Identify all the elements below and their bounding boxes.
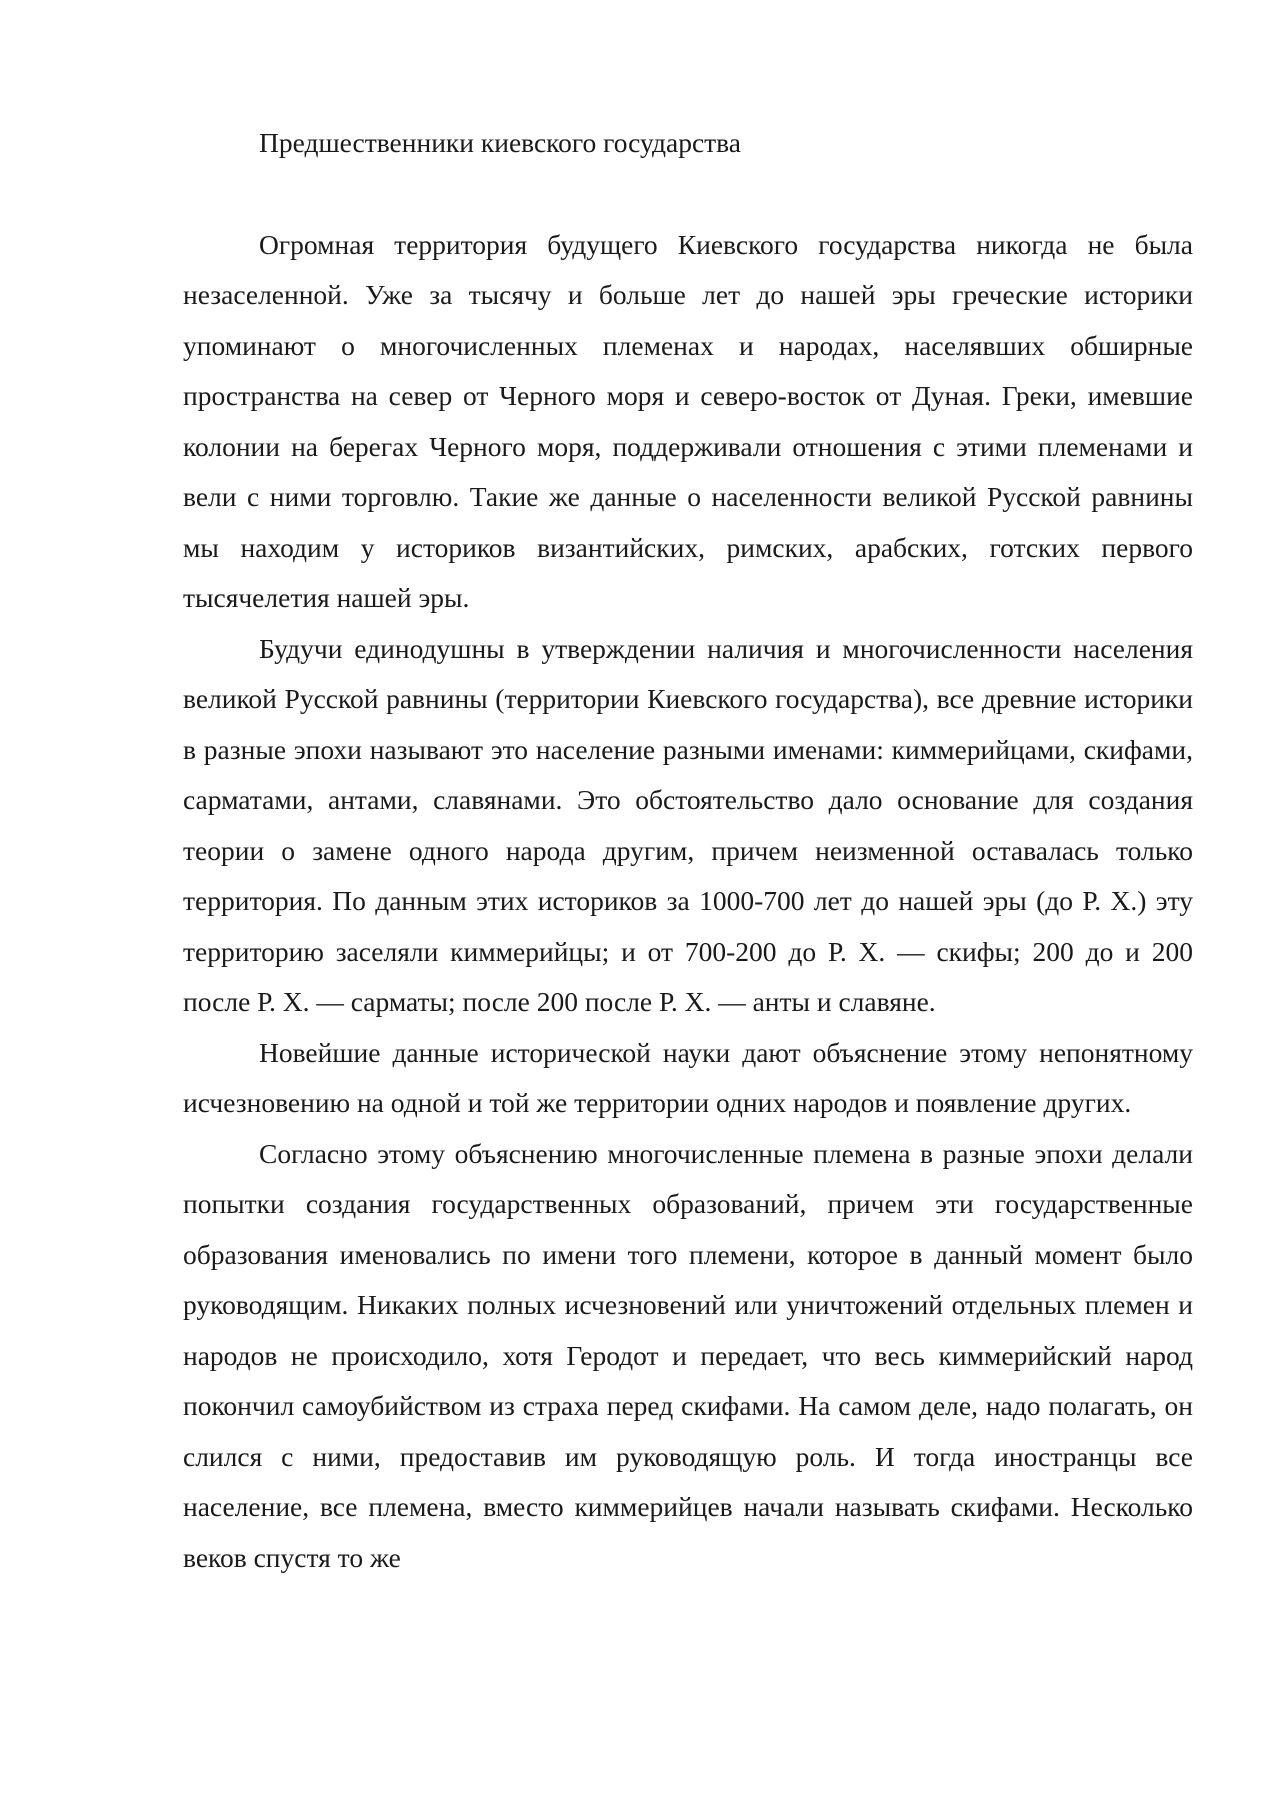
document-title: Предшественники киевского государства xyxy=(259,127,742,158)
paragraph-4: Согласно этому объяснению многочисленные племена в разные эпохи делали попытки создания государственных образований, причем эти государственные образования именовались по имени того племени, которое в данный момент было руководящим. Никаких полных исчезновений или уничтожений отдельных племен и народов не происходило, хотя Геродот и передает, что весь киммерийский народ покончил самоубийством из страха перед скифами. На самом деле, надо полагать, он слился с ними, предоставив им руководящую роль. И тогда иностранцы все население, все племена, вместо киммерийцев начали называть скифами. Несколько веков спустя то же xyxy=(183,1137,1193,1573)
paragraph-2: Будучи единодушны в утверждении наличия и многочисленности населения великой Русской равнины (территории Киевского государства), все древние историки в разные эпохи называют это население разными именами: киммерийцами, скифами, сарматами, антами, славянами. Это обстоятельство дало основание для создания теории о замене одного народа другим, причем неизменной оставалась только территория. По данным этих историков за 1000-700 лет до нашей эры (до Р. Х.) эту территорию заселяли киммерийцы; и от 700-200 до Р. Х. — скифы; 200 до и 200 после Р. Х. — сарматы; после 200 после Р. Х. — анты и славяне. xyxy=(183,632,1193,1017)
paragraph-3: Новейшие данные исторической науки дают объяснение этому непонятному исчезновению на одной и той же территории одних народов и появление других. xyxy=(183,1036,1193,1118)
document-body xyxy=(183,118,1193,1583)
paragraph-1: Огромная территория будущего Киевского государства никогда не была незаселенной. Уже за тысячу и больше лет до нашей эры греческие историки упоминают о многочисленных племенах и народах, населявших обширные пространства на север от Черного моря и северо-восток от Дуная. Греки, имевшие колонии на берегах Черного моря, поддерживали отношения с этими племенами и вели с ними торговлю. Такие же данные о населенности великой Русской равнины мы находим у историков византийских, римских, арабских, готских первого тысячелетия нашей эры. xyxy=(183,228,1193,613)
